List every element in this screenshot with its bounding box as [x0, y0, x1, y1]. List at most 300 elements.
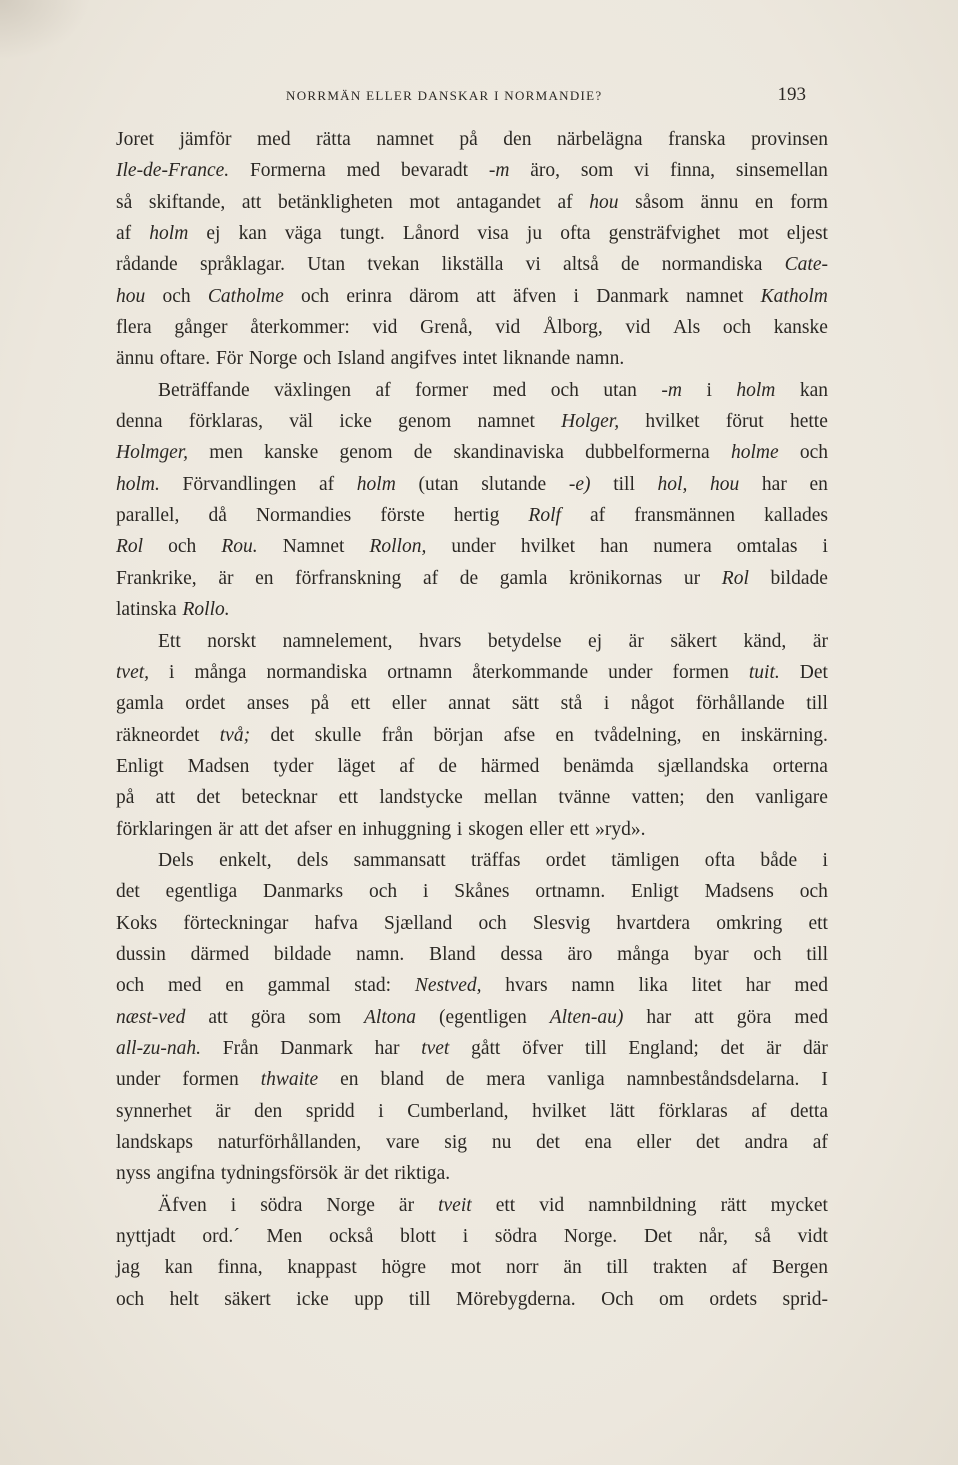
text-line [116, 124, 828, 155]
word: jag [116, 1257, 140, 1279]
word: ena [584, 1132, 612, 1153]
word: bildade [770, 567, 828, 589]
word: och [162, 285, 191, 307]
text-line [116, 155, 828, 186]
word: till [606, 1257, 629, 1279]
word: återkommande [472, 661, 589, 683]
word: Enligt [116, 755, 164, 777]
word: nyttjadt [116, 1226, 176, 1248]
word: tungt. [339, 223, 385, 245]
italic-word: hol, [657, 473, 688, 495]
word: riktiga. [394, 1163, 451, 1185]
word: södra [494, 1226, 538, 1248]
word: har [761, 473, 787, 495]
word: göra [250, 1006, 286, 1028]
word: tydningsförsök [220, 1163, 338, 1185]
word: i [706, 379, 712, 401]
word: finna, [217, 1257, 263, 1279]
word: gamla [499, 567, 548, 589]
word: en [809, 473, 828, 495]
word: synnerhet [116, 1100, 192, 1122]
text-line [116, 1096, 828, 1127]
word: lika [638, 975, 668, 997]
word: där [802, 1037, 828, 1059]
word: förfranskning [295, 567, 402, 589]
word: sjællandska [657, 755, 749, 777]
word: rådande [116, 254, 178, 276]
word: är [215, 1100, 231, 1122]
word: och [303, 348, 332, 370]
text-line [116, 406, 828, 437]
word: hafva [314, 912, 358, 934]
word: anses [246, 693, 290, 715]
italic-word: Rollon, [369, 536, 427, 558]
word: det [264, 818, 289, 840]
word: ett [350, 693, 371, 715]
word: kallades [764, 505, 828, 527]
word: Joret [116, 129, 154, 150]
word: tvådelning, [594, 724, 682, 746]
word: »ryd». [595, 818, 646, 840]
word: vanligare [755, 787, 828, 809]
word: det [696, 1132, 720, 1153]
word: vid [539, 1194, 565, 1216]
word: Madsen [187, 755, 250, 777]
text-line [116, 375, 828, 406]
word: namn. [576, 348, 625, 370]
word: Beträffande [158, 379, 250, 401]
italic-word: Alten-au) [549, 1006, 624, 1028]
word: af [812, 1132, 828, 1153]
word: likställa [441, 254, 504, 276]
word: skulle [314, 724, 362, 746]
word: Dels [158, 849, 194, 871]
word: form [790, 191, 828, 213]
word: öfver [522, 1037, 564, 1059]
text-line [116, 312, 828, 343]
word: är [218, 818, 234, 840]
word: ofta [560, 223, 591, 245]
word: ju [526, 223, 543, 245]
word: under [608, 661, 653, 683]
word: i [603, 693, 610, 715]
text-line [116, 563, 828, 594]
italic-word: Holmger, [116, 442, 189, 464]
word: Bland [429, 943, 476, 965]
word: närbelägna [557, 129, 643, 150]
word: parallel, [116, 505, 180, 527]
word: eller [391, 693, 427, 715]
word: mot [409, 191, 440, 213]
word: gammal [267, 975, 331, 997]
word: Grenå, [420, 317, 473, 339]
word: ordets [709, 1288, 758, 1310]
text-line [116, 908, 828, 939]
word: också [329, 1226, 374, 1248]
word: af [399, 755, 415, 777]
word: hvartdera [616, 912, 691, 934]
word: namnet [477, 411, 535, 433]
word: har [745, 975, 771, 997]
word: gamla [116, 693, 164, 715]
word: upp [354, 1288, 384, 1310]
word: läget [337, 755, 376, 777]
text-line [116, 1064, 828, 1095]
word: högre [381, 1257, 426, 1279]
word: egentliga [165, 881, 238, 903]
italic-word: holm. [116, 473, 160, 495]
italic-word: Rollo. [182, 599, 230, 621]
word: till [806, 693, 828, 715]
word: eller [529, 818, 564, 840]
word: Cumberland, [407, 1100, 509, 1122]
italic-word: Cate- [784, 254, 828, 276]
word: omkring [716, 912, 783, 934]
word: återkommer: [250, 317, 350, 339]
word: namn. [356, 943, 405, 965]
italic-word: Rou. [221, 536, 258, 558]
word: numera [653, 536, 712, 558]
word: till [408, 1288, 431, 1310]
word: under [451, 536, 496, 558]
word: erinra [346, 285, 392, 307]
text-line [116, 281, 828, 312]
word: af [590, 505, 606, 527]
word: förste [380, 505, 425, 527]
text-line [116, 218, 828, 249]
word: hette [789, 411, 828, 433]
word: på [459, 129, 478, 150]
word: en [340, 1069, 359, 1091]
word: är [218, 567, 234, 589]
italic-word: Rolf [528, 505, 561, 527]
word: norskt [207, 630, 257, 652]
italic-word: Rol [721, 567, 749, 589]
italic-word: all-zu-nah. [116, 1037, 202, 1059]
word: har [646, 1006, 672, 1028]
word: kan [799, 379, 828, 401]
word: vid [372, 317, 398, 339]
word: intet [462, 348, 498, 370]
word: som [580, 160, 614, 182]
word: annat [448, 693, 491, 715]
word: fransmännen [634, 505, 735, 527]
word: som [308, 1006, 341, 1028]
word: skogen [468, 818, 524, 840]
word: mellan [484, 787, 538, 809]
word: Koks [116, 912, 158, 934]
word: gånger [174, 317, 228, 339]
word: lätt [609, 1100, 635, 1122]
word: med [794, 1006, 828, 1028]
word: i [230, 1194, 237, 1216]
word: ännu [116, 348, 154, 370]
word: därom [409, 285, 459, 307]
word: Norge [326, 1194, 375, 1216]
word: till [584, 1037, 607, 1059]
text-line [116, 876, 828, 907]
word: sig [444, 1132, 468, 1153]
word: betydelse [487, 630, 562, 652]
word: vatten; [631, 787, 685, 809]
word: mot [738, 223, 769, 245]
text-line [116, 437, 828, 468]
word: att [476, 285, 496, 307]
text-line [116, 814, 828, 845]
word: detta [790, 1100, 828, 1122]
word: når, [698, 1226, 728, 1248]
word: i [822, 849, 828, 871]
word: att [694, 1006, 714, 1028]
word: dessa [500, 943, 543, 965]
word: räkneordet [116, 724, 200, 746]
word: denna [116, 411, 163, 433]
word: känd, [743, 630, 787, 652]
word: Förvandlingen [182, 473, 297, 495]
word: dussin [116, 943, 166, 965]
word: är [398, 1194, 415, 1216]
word: England; [628, 1037, 699, 1059]
text-line [116, 939, 828, 970]
word: på [310, 693, 330, 715]
word: sprid- [782, 1288, 828, 1310]
word: hvilket [532, 1100, 587, 1122]
italic-word: -m [661, 379, 682, 401]
text-line [116, 1158, 828, 1189]
word: angifna [156, 1163, 216, 1185]
word: För [215, 348, 244, 370]
word: Danmark [280, 1037, 353, 1059]
word: äfven [512, 285, 557, 307]
word: de [413, 442, 433, 464]
word: i [422, 881, 429, 903]
text-line [116, 343, 828, 374]
word: eljest [786, 223, 828, 245]
word: det [720, 1037, 745, 1059]
word: att [155, 787, 176, 809]
italic-word: hou [116, 285, 146, 307]
word: en [255, 567, 274, 589]
word: (egentligen [439, 1006, 527, 1028]
word: tvänne [558, 787, 611, 809]
word: Bergen [772, 1257, 828, 1279]
word: de [459, 567, 479, 589]
word: och [168, 536, 197, 558]
word: orterna [772, 755, 828, 777]
word: ofta [704, 849, 736, 871]
word: att [239, 818, 259, 840]
word: altså [563, 254, 599, 276]
word: en [337, 818, 357, 840]
text-line [116, 751, 828, 782]
word: och [478, 912, 507, 934]
word: med [346, 160, 381, 182]
word: gått [471, 1037, 501, 1059]
word: af [116, 223, 132, 245]
word: från [381, 724, 414, 746]
word: han [600, 536, 629, 558]
word: i [169, 661, 175, 683]
italic-word: två; [219, 724, 251, 746]
word: den [705, 787, 735, 809]
word: sammansatt [353, 849, 446, 871]
word: ej [588, 630, 603, 652]
word: vid [495, 317, 521, 339]
italic-word: Rol [116, 536, 144, 558]
text-line [116, 657, 828, 688]
word: förut [725, 411, 764, 433]
word: af [375, 379, 391, 401]
word: bildade [273, 943, 332, 965]
word: den [503, 129, 532, 150]
word: ett [808, 912, 828, 934]
word: då [208, 505, 227, 527]
word: den [254, 1100, 283, 1122]
word: förklaras, [188, 411, 264, 433]
word: ännu [700, 191, 739, 213]
word: angifves [390, 348, 457, 370]
word: Norge [248, 348, 298, 370]
word: genom [398, 411, 452, 433]
word: och [722, 317, 752, 339]
word: till [613, 473, 635, 495]
text-line [116, 1033, 828, 1064]
word: språklagar. [199, 254, 285, 276]
word: men [209, 442, 243, 464]
word: krönikornas [569, 567, 663, 589]
word: slutande [481, 473, 547, 495]
word: visa [477, 223, 509, 245]
word: normandiska [661, 254, 763, 276]
word: vid [625, 317, 651, 339]
word: säkert [224, 1288, 271, 1310]
word: naturförhållanden, [217, 1132, 362, 1153]
italic-word: hou [589, 191, 619, 213]
word: därmed [190, 943, 250, 965]
word: än [563, 1257, 582, 1279]
word: det [196, 787, 221, 809]
word: härmed [480, 755, 540, 777]
word: äro [567, 943, 593, 965]
text-line [116, 720, 828, 751]
word: norr [505, 1257, 539, 1279]
word: södra [260, 1194, 303, 1216]
word: genom [339, 442, 393, 464]
text-line [116, 1284, 828, 1315]
page-stain [0, 0, 90, 60]
word: skiftande, [148, 191, 226, 213]
word: Normandies [255, 505, 352, 527]
word: normandiska [266, 661, 368, 683]
word: former [415, 379, 469, 401]
word: landstycke [379, 787, 463, 809]
word: Als [673, 317, 701, 339]
word: af [318, 473, 335, 495]
word: hertig [453, 505, 500, 527]
word: förklaras [658, 1100, 728, 1122]
word: och [799, 881, 828, 903]
word: trakten [653, 1257, 708, 1279]
word: Utan [307, 254, 346, 276]
word: mycket [770, 1194, 828, 1216]
word: ur [683, 567, 701, 589]
italic-word: tvet [421, 1037, 450, 1059]
word: vanliga [547, 1069, 605, 1091]
word: andra [744, 1132, 788, 1153]
word: på [116, 787, 135, 809]
word: Slesvig [532, 912, 591, 934]
word: säkert [670, 630, 717, 652]
word: utan [603, 379, 637, 401]
word: början [433, 724, 484, 746]
word: väga [284, 223, 322, 245]
word: hvars [505, 975, 548, 997]
word: ett [495, 1194, 516, 1216]
italic-word: holm [356, 473, 396, 495]
word: vi [525, 254, 541, 276]
word: en [755, 191, 774, 213]
word: ortnamn [387, 661, 453, 683]
word: växlingen [274, 379, 352, 401]
word: hvars [419, 630, 462, 652]
word: enkelt, [219, 849, 272, 871]
word: flera [116, 317, 152, 339]
word: ett [569, 818, 590, 840]
word: tyder [273, 755, 314, 777]
word: formen [182, 1069, 239, 1091]
word: Och [601, 1288, 634, 1310]
text-line [116, 970, 828, 1001]
text-line [116, 1002, 828, 1033]
word: det [536, 1132, 560, 1153]
text-line [116, 845, 828, 876]
word: förklaringen [116, 818, 213, 840]
word: Formerna [249, 160, 326, 182]
word: Sjælland [384, 912, 453, 934]
word: inskärning. [740, 724, 828, 746]
word: Ålborg, [542, 317, 603, 339]
word: af [751, 1100, 767, 1122]
word: af [732, 1257, 748, 1279]
word: Frankrike, [116, 567, 197, 589]
word: jämför [179, 129, 232, 150]
word: vi [634, 160, 650, 182]
word: en [225, 975, 244, 997]
word: Namnet [282, 536, 345, 558]
italic-word: Ile-de-France. [116, 160, 230, 182]
word: en [701, 724, 721, 746]
word: med [257, 129, 291, 150]
word: antagandet [456, 191, 541, 213]
word: ordet [545, 849, 586, 871]
word: af [422, 567, 439, 589]
word: finna, [670, 160, 716, 182]
word: byar [693, 943, 729, 965]
word: inhuggning [362, 818, 452, 840]
word: de [445, 1069, 465, 1091]
word: och [799, 442, 828, 464]
word: nyss [116, 1163, 151, 1185]
word: många [617, 943, 670, 965]
word: Äfven [158, 1194, 207, 1216]
word: namnbeståndsdelarna. [626, 1069, 800, 1091]
word: ord.´ [202, 1226, 240, 1248]
word: omtalas [736, 536, 798, 558]
word: landskaps [116, 1132, 193, 1153]
italic-word: -m [488, 160, 510, 182]
text-line [116, 187, 828, 218]
word: tvekan [367, 254, 420, 276]
